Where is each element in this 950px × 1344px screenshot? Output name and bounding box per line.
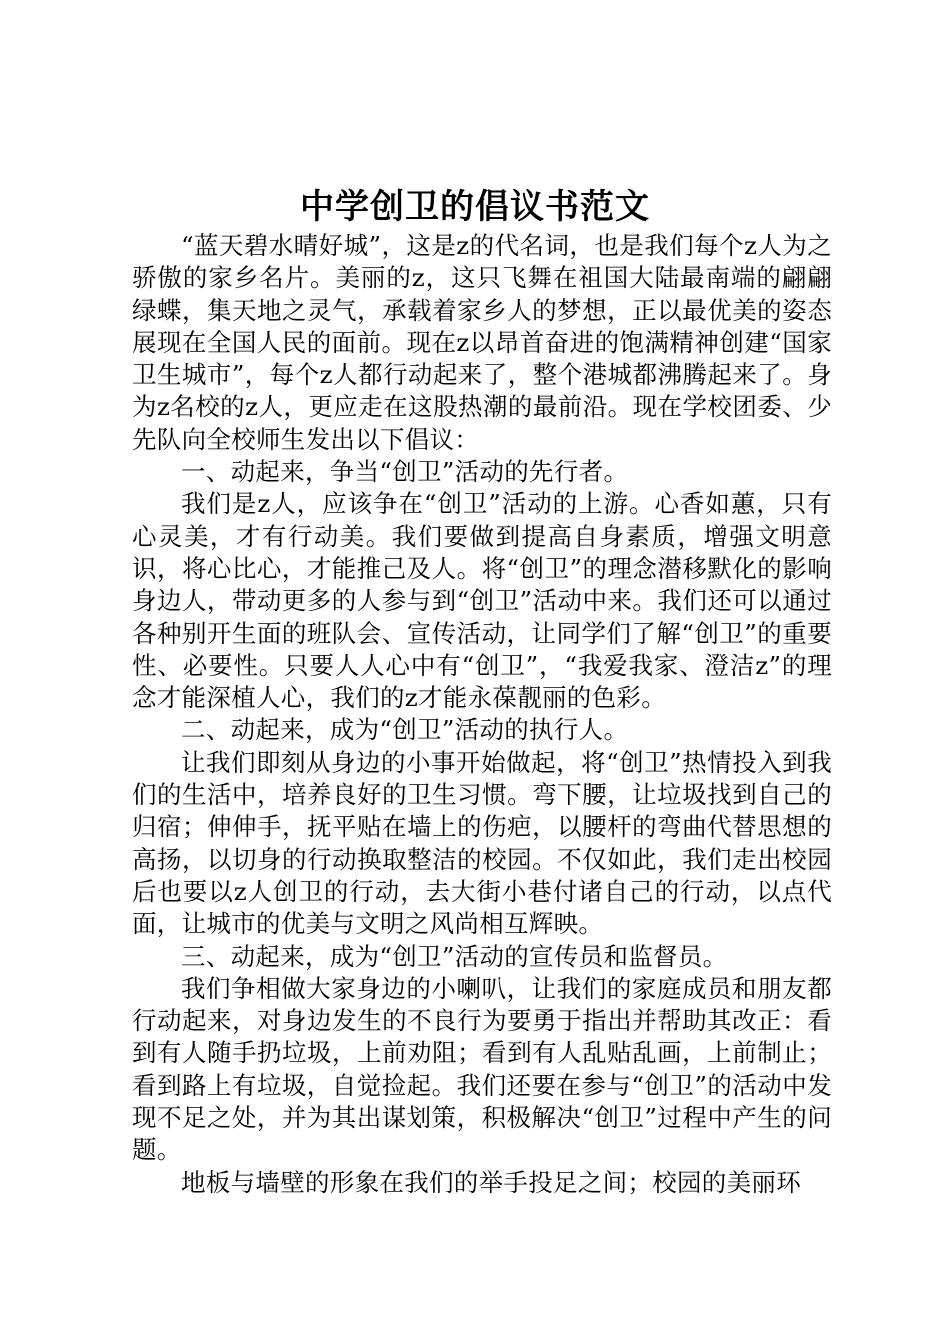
section-paragraph-1: 我们是z人，应该争在“创卫”活动的上游。心香如蕙，只有心灵美，才有行动美。我们要做到提高自身素质，增强文明意识，将心比心，才能推己及人。将“创卫”的理念潜移默化的影响身边人，带动更多的人参与到“创卫”活动中来。我们还可以通过各种别开生面的班队会、宣传活动，让同学们了解“创卫”的重要性、必要性。只要人人心中有“创卫”，“我爱我家、澄洁z”的理念才能深植人心，我们的z才能永葆靓丽的色彩。 [132,489,832,713]
section-paragraph-3: 我们争相做大家身边的小喇叭，让我们的家庭成员和朋友都行动起来，对身边发生的不良行为要勇于指出并帮助其改正：看到有人随手扔垃圾，上前劝阻；看到有人乱贴乱画，上前制止；看到路上有垃圾，自觉捡起。我们还要在参与“创卫”的活动中发现不足之处，并为其出谋划策，积极解决“创卫”过程中产生的问题。 [132,973,832,1165]
closing-paragraph: 地板与墙壁的形象在我们的举手投足之间；校园的美丽环 [181,1167,801,1197]
section-paragraph-2: 让我们即刻从身边的小事开始做起，将“创卫”热情投入到我们的生活中，培养良好的卫生习惯。弯下腰，让垃圾找到自己的归宿；伸伸手，抚平贴在墙上的伤疤，以腰杆的弯曲代替思想的高扬，以切身的行动换取整洁的校园。不仅如此，我们走出校园后也要以z人创卫的行动，去大街小巷付诸自己的行动，以点代面，让城市的优美与文明之风尚相互辉映。 [132,747,832,939]
section-heading-3: 三、动起来，成为“创卫”活动的宣传员和监督员。 [181,941,728,971]
document-title: 中学创卫的倡议书范文 [300,187,650,227]
document-body [132,230,832,1199]
section-heading-1: 一、动起来，争当“创卫”活动的先行者。 [181,457,629,487]
intro-paragraph: “蓝天碧水晴好城”，这是z的代名词，也是我们每个z人为之骄傲的家乡名片。美丽的z，这只飞舞在祖国大陆最南端的翩翩绿蝶，集天地之灵气，承载着家乡人的梦想，正以最优美的姿态展现在全国人民的面前。现在z以昂首奋进的饱满精神创建“国家卫生城市”，每个z人都行动起来了，整个港城都沸腾起来了。身为z名校的z人，更应走在这股热潮的最前沿。现在学校团委、少先队向全校师生发出以下倡议： [132,231,832,454]
section-heading-2: 二、动起来，成为“创卫”活动的执行人。 [181,715,629,745]
